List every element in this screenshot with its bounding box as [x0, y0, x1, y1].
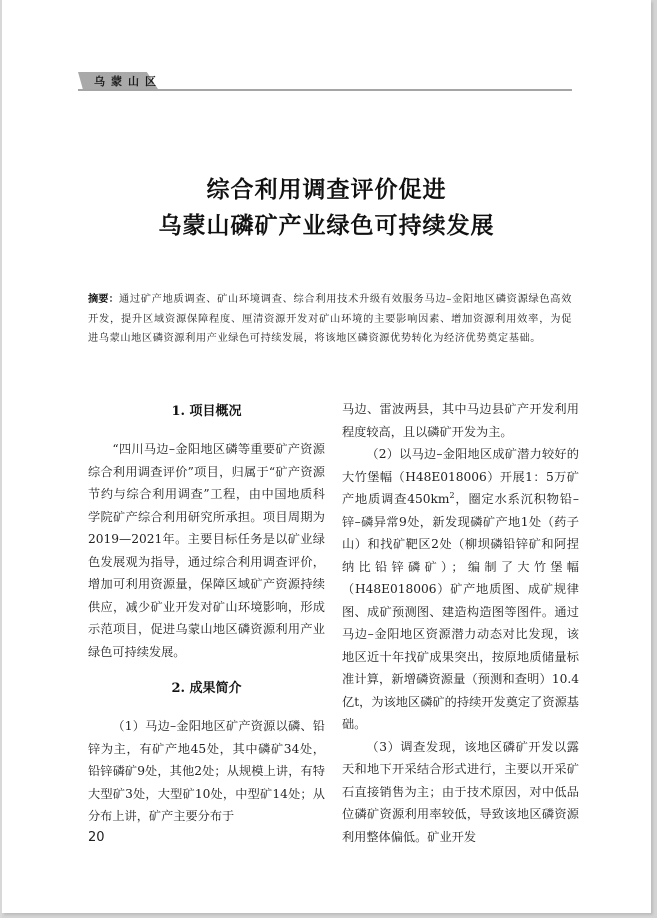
title-line-1: 综合利用调查评价促进: [206, 177, 447, 203]
abstract: [88, 290, 572, 349]
document-page: [2, 0, 651, 913]
left-column: [88, 398, 325, 828]
abstract-text: 通过矿产地质调查、矿山环境调查、综合利用技术升级有效服务马边–金阳地区磷资源绿色高效开发，提升区域资源保障程度、厘清资源开发对矿山环境的主要影响因素、增加资源利用效率，为促进乌蒙山地区磷资源利用产业绿色可持续发展，将该地区磷资源优势转化为经济优势奠定基础。: [88, 294, 572, 344]
page-number: 20: [88, 830, 105, 845]
paragraph-part: （2）以马边–金阳地区成矿潜力较好的大竹堡幅（H48E018006）开展1：5万矿产地质调查450km: [342, 447, 579, 506]
superscript: 2: [449, 490, 455, 500]
section-label: 乌蒙山区: [94, 75, 162, 88]
paragraph: （3）调查发现，该地区磷矿开发以露天和地下开采结合形式进行，主要以开采矿石直接销售为主；由于技术原因，对中低品位磷矿资源利用率较低，导致该地区磷资源利用整体偏低。矿业开发: [342, 739, 579, 844]
paragraph: （1）马边–金阳地区矿产资源以磷、铅锌为主，有矿产地45处，其中磷矿34处，铅锌磷矿9处，其他2处；从规模上讲，有特大型矿3处，大型矿10处，中型矿14处；从分布上讲，矿产主要分布于: [88, 719, 325, 823]
section-heading-overview: 1. 项目概况: [171, 404, 242, 419]
paragraph: [342, 443, 579, 736]
running-header: [78, 72, 572, 92]
header-rule: [78, 89, 572, 91]
abstract-label: 摘要：: [88, 294, 119, 305]
article-title: [2, 172, 651, 244]
title-line-2: 乌蒙山磷矿产业绿色可持续发展: [158, 213, 495, 239]
right-column: [342, 398, 579, 848]
paragraph-part: ，圈定水系沉积物铅–锌–磷异常9处，新发现磷矿产地1处（药子山）和找矿靶区2处（柳坝磷铅锌矿和阿捏纳比铅锌磷矿）；编制了大竹堡幅（H48E018006）矿产地质图、成矿规律图、成矿预测图、建造构造图等图件。通过马边–金阳地区资源潜力动态对比发现，该地区近十年找矿成果突出，按原地质储量标准计算，新增磷资源量（预测和查明）10.4亿t，为该地区磷矿的持续开发奠定了资源基础。: [342, 492, 579, 731]
paragraph: “四川马边–金阳地区磷等重要矿产资源综合利用调查评价”项目，归属于“矿产资源节约与综合利用调查”工程，由中国地质科学院矿产综合利用研究所承担。项目周期为2019—2021年。主要目标任务是以矿业绿色发展观为指导，通过综合利用调查评价，增加可利用资源量，保障区域矿产资源持续供应，减少矿业开发对矿山环境影响，形成示范项目，促进乌蒙山地区磷资源利用产业绿色可持续发展。: [88, 442, 325, 659]
paragraph-continued: 马边、雷波两县，其中马边县矿产开发利用程度较高，且以磷矿开发为主。: [342, 402, 579, 439]
section-heading-results: 2. 成果简介: [171, 681, 242, 696]
